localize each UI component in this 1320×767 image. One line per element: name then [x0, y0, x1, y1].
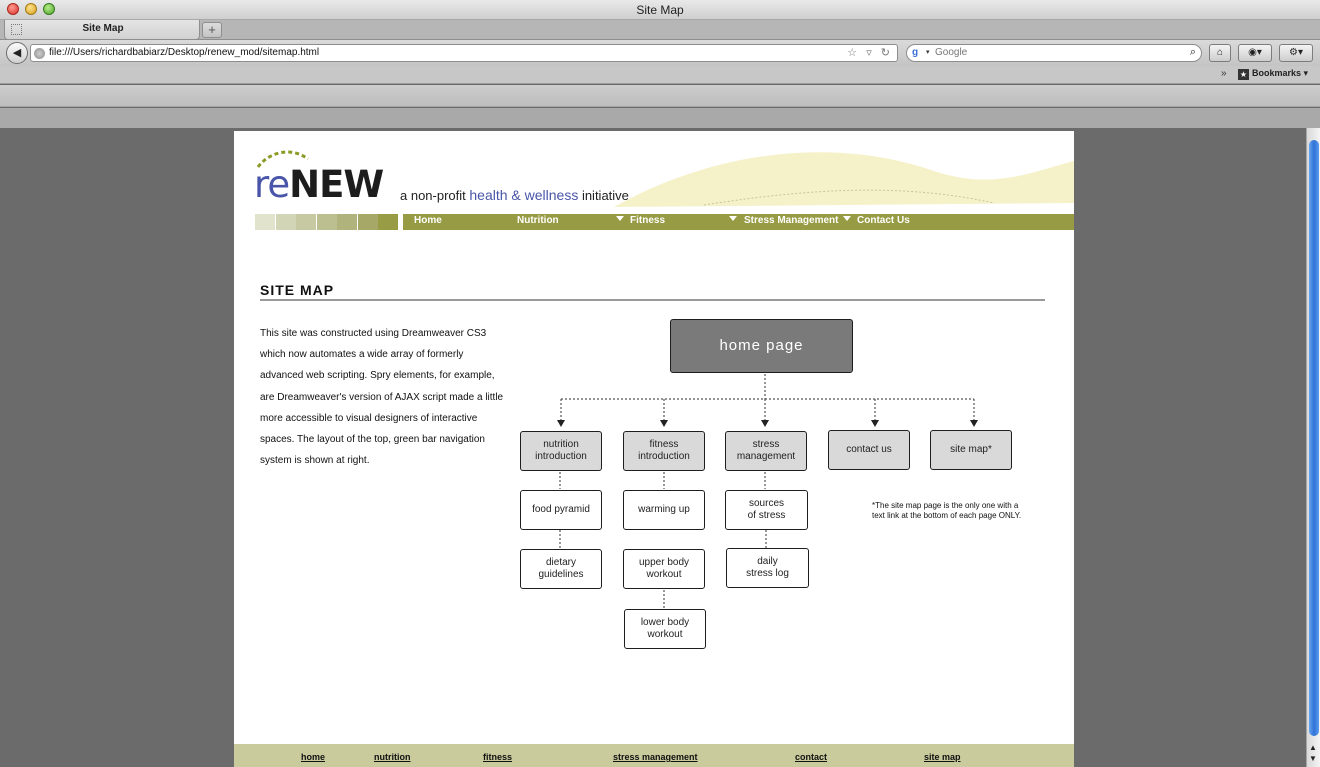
- footer-link-fitness[interactable]: fitness: [483, 752, 513, 762]
- sitemap-lower-body-workout: lower body workout: [624, 609, 706, 649]
- url-text[interactable]: file:///Users/richardbabiarz/Desktop/renew_mod/sitemap.html: [49, 47, 320, 58]
- vertical-scrollbar[interactable]: [1306, 128, 1320, 767]
- window-title: Site Map: [636, 3, 684, 17]
- web-page: [234, 131, 1074, 767]
- google-icon[interactable]: g: [912, 47, 919, 58]
- navigation-toolbar: [0, 40, 1320, 66]
- search-input[interactable]: Google: [935, 47, 968, 58]
- bookmarks-toolbar: [0, 66, 1320, 84]
- sitemap-upper-body-workout: upper body workout: [623, 549, 705, 589]
- nav-home[interactable]: Home: [414, 215, 442, 226]
- footer-link-stress-management[interactable]: stress management: [613, 752, 698, 762]
- sitemap-footnote: *The site map page is the only one with a text link at the bottom of each page ONLY.: [872, 501, 1022, 520]
- bookmarks-label: Bookmarks ▾: [1252, 68, 1309, 78]
- sitemap-dietary-guidelines: dietary guidelines: [520, 549, 602, 589]
- search-bar[interactable]: [906, 44, 1202, 62]
- bookmarks-star-icon: ★: [1239, 70, 1248, 79]
- bookmarks-menu[interactable]: [1238, 68, 1308, 80]
- logo-new: NEW: [289, 163, 384, 206]
- extra-toolbar-2: [0, 108, 1320, 128]
- extra-toolbar: [0, 85, 1320, 107]
- url-bar[interactable]: [30, 44, 898, 62]
- scroll-up-icon[interactable]: ▲: [1309, 743, 1317, 752]
- sitemap-diagram: [234, 131, 1074, 767]
- footer-link-home[interactable]: home: [301, 752, 326, 762]
- tagline-accent: health & wellness: [469, 187, 579, 203]
- footer-link-site-map[interactable]: site map: [924, 752, 961, 762]
- intro-paragraph: This site was constructed using Dreamweaver CS3 which now automates a wide array of formerly advanced web scripting. Spry elements, for example, are Dreamweaver's version of AJAX script made a little more accessible to visual designers of interactive spaces. The layout of the top, green bar navigation system is shown at right.: [260, 328, 504, 467]
- tab-strip: [0, 20, 1320, 40]
- sitemap-stress-management: stress management: [725, 431, 807, 471]
- sitemap-warming-up: warming up: [623, 490, 705, 530]
- bookmarks-overflow-icon[interactable]: »: [1221, 68, 1227, 79]
- sitemap-contact-us: contact us: [828, 430, 910, 470]
- tagline-start: a non-profit: [400, 188, 470, 203]
- search-engine-dropdown-icon[interactable]: ▾: [926, 49, 930, 56]
- tab-label: Site Map: [82, 23, 124, 34]
- site-identity-icon[interactable]: [34, 48, 45, 59]
- sitemap-home-page: home page: [670, 319, 853, 373]
- footer-link-contact[interactable]: contact: [795, 752, 828, 762]
- scrollbar-thumb[interactable]: [1309, 140, 1319, 736]
- sitemap-nutrition-introduction: nutrition introduction: [520, 431, 602, 471]
- nav-contact-us[interactable]: Contact Us: [857, 215, 910, 226]
- sitemap-sources-of-stress: sources of stress: [725, 490, 808, 530]
- scroll-down-icon[interactable]: ▼: [1309, 754, 1317, 763]
- tools-menu-button[interactable]: ⚙▾: [1279, 44, 1313, 62]
- addon-menu-button[interactable]: ◉▾: [1238, 44, 1272, 62]
- tab-site-map[interactable]: [4, 20, 200, 40]
- sitemap-daily-stress-log: daily stress log: [726, 548, 809, 588]
- search-icon[interactable]: ⌕: [1189, 46, 1196, 58]
- home-button[interactable]: ⌂: [1209, 44, 1231, 62]
- footer-link-nutrition[interactable]: nutrition: [374, 752, 411, 762]
- page-title: SITE MAP: [260, 282, 335, 298]
- sitemap-food-pyramid: food pyramid: [520, 490, 602, 530]
- back-button[interactable]: ◀: [6, 42, 28, 64]
- nav-nutrition[interactable]: Nutrition: [517, 215, 559, 226]
- url-bar-actions-icon[interactable]: ☆ ▿ ↻: [847, 47, 893, 59]
- footer-links-bar: [234, 744, 1074, 767]
- nav-stress-management[interactable]: Stress Management: [744, 215, 839, 226]
- sitemap-site-map: site map*: [930, 430, 1012, 470]
- logo-re: re: [254, 163, 290, 206]
- sitemap-fitness-introduction: fitness introduction: [623, 431, 705, 471]
- window-titlebar: [0, 0, 1320, 20]
- new-tab-button[interactable]: +: [202, 22, 222, 38]
- tagline-end: initiative: [578, 188, 629, 203]
- nav-fitness[interactable]: Fitness: [630, 215, 666, 226]
